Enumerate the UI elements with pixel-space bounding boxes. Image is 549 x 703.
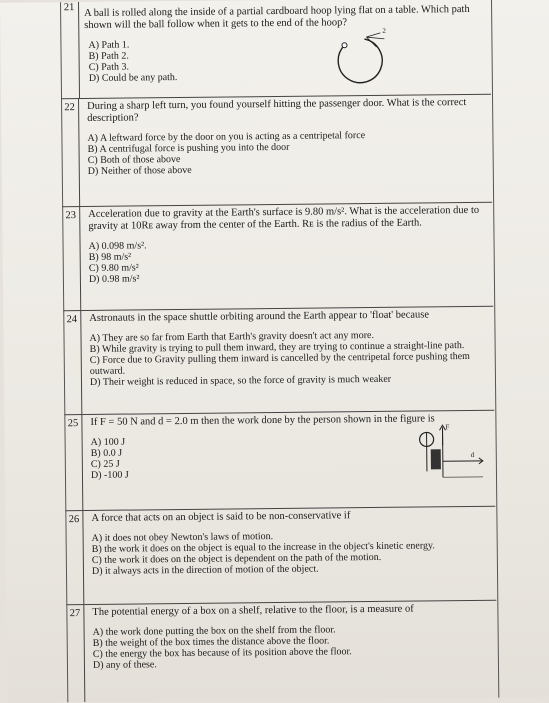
question-25	[64, 410, 495, 510]
option-b[interactable]: B) the work it does on the object is equal to the increase in the object's kinetic energy.	[92, 540, 490, 555]
option-d[interactable]: D) Neither of those above	[88, 162, 486, 177]
option-c[interactable]: C) the work it does on the object is dependent on the path of the motion.	[92, 551, 490, 566]
option-d[interactable]: D) Could be any path.	[89, 72, 178, 84]
option-c[interactable]: C) Path 3.	[89, 61, 178, 73]
option-c[interactable]: C) 25 J	[91, 455, 489, 470]
option-b[interactable]: B) 98 m/s²	[89, 248, 487, 263]
option-c[interactable]: C) the energy the box has because of its position above the floor.	[93, 645, 491, 660]
question-text: If F = 50 N and d = 2.0 m then the work done by the person shown in the figure is	[90, 413, 488, 429]
option-d[interactable]: D) 0.98 m/s²	[89, 270, 487, 285]
option-b[interactable]: B) 0.0 J	[91, 444, 489, 459]
displacement-label: d	[471, 451, 475, 459]
question-22	[61, 94, 492, 206]
work-figure	[416, 421, 489, 488]
option-c[interactable]: C) Both of those above	[88, 151, 486, 166]
question-text: During a sharp left turn, you found yourself hitting the passenger door. What is the correct description?	[87, 97, 485, 125]
option-b[interactable]: B) Path 2.	[89, 50, 178, 62]
option-b[interactable]: B) While gravity is trying to pull them inward, they are trying to continue a straight-line path.	[90, 340, 488, 355]
option-a[interactable]: A) They are so far from Earth that Earth's gravity doesn't act any more.	[89, 329, 487, 344]
question-26	[65, 506, 496, 604]
option-b[interactable]: B) A centrifugal force is pushing you into the door	[87, 140, 485, 155]
question-24	[63, 306, 494, 414]
question-number: 25	[64, 415, 83, 510]
question-text: The potential energy of a box on a shelf, relative to the floor, is a measure of	[92, 603, 490, 619]
question-number: 22	[61, 99, 80, 206]
option-c[interactable]: C) 9.80 m/s²	[89, 259, 487, 274]
options	[88, 39, 177, 84]
hoop-figure	[310, 25, 401, 92]
svg-text:2: 2	[382, 27, 386, 35]
question-27	[66, 600, 497, 702]
option-a[interactable]: A) it does not obey Newton's laws of motion.	[92, 529, 490, 544]
question-23	[62, 202, 493, 310]
option-d[interactable]: D) -100 J	[91, 466, 489, 481]
option-d[interactable]: D) any of these.	[93, 656, 491, 671]
option-a[interactable]: A) Path 1.	[88, 39, 177, 51]
force-label: F	[445, 423, 449, 431]
question-text: A force that acts on an object is said to be non-conservative if	[91, 509, 489, 525]
option-a[interactable]: A) 100 J	[91, 433, 489, 448]
option-c[interactable]: C) Force due to Gravity pulling them inward is cancelled by the centripetal force pushing them outward.	[90, 351, 488, 377]
question-number: 24	[63, 311, 82, 414]
question-text: Acceleration due to gravity at the Earth's surface is 9.80 m/s². What is the acceleration due to gravity at 10Rᴇ away from the center of the Earth. Rᴇ is the radius of the Earth.	[88, 205, 486, 233]
question-number: 27	[66, 605, 85, 702]
option-b[interactable]: B) the weight of the box times the distance above the floor.	[93, 634, 491, 649]
option-d[interactable]: D) Their weight is reduced in space, so the force of gravity is much weaker	[90, 373, 488, 388]
option-a[interactable]: A) 0.098 m/s².	[89, 237, 487, 252]
question-number: 26	[65, 511, 84, 604]
option-d[interactable]: D) it always acts in the direction of motion of the object.	[92, 562, 490, 577]
question-number: 23	[62, 207, 81, 310]
question-text: A ball is rolled along the inside of a partial cardboard hoop lying flat on a table. Which path shown will the ball follow when it gets to the end of the hoop?	[84, 4, 494, 32]
question-text: Astronauts in the space shuttle orbiting around the Earth appear to 'float' because	[89, 309, 487, 325]
option-a[interactable]: A) the work done putting the box on the shelf from the floor.	[93, 623, 491, 638]
question-number: 21	[60, 2, 80, 98]
option-a[interactable]: A) A leftward force by the door on you is acting as a centripetal force	[87, 129, 485, 144]
